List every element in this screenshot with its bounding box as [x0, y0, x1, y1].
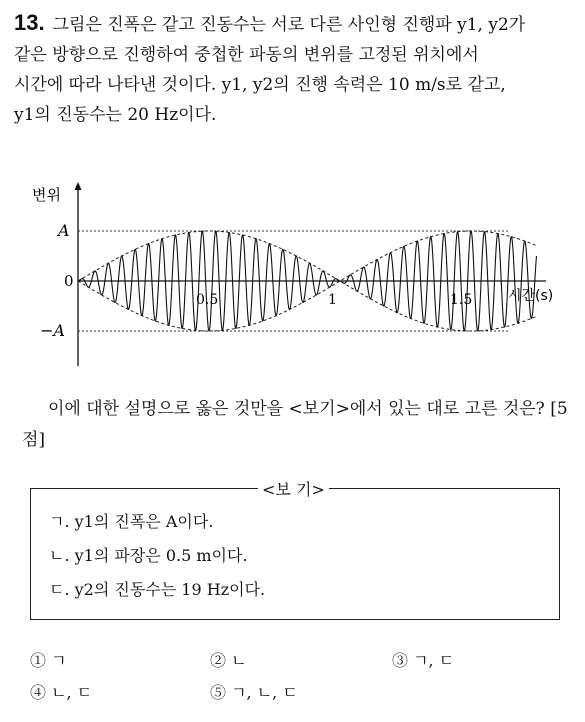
choice-4[interactable]: ④ ㄴ, ㄷ [30, 683, 93, 702]
stem-line-2: 같은 방향으로 진행하여 중첩한 파동의 변위를 고정된 위치에서 [14, 45, 479, 65]
bogi-title: <보 기> [258, 477, 329, 500]
question-stem [14, 8, 576, 130]
y-axis-label: 변위 [32, 186, 61, 204]
y-tick-minus-A: −A [40, 321, 65, 340]
y-tick-zero: 0 [64, 272, 74, 290]
bogi-item-3: ㄷ. y2의 진동수는 19 Hz이다. [49, 580, 266, 599]
stem-line-3: 시간에 따라 나타낸 것이다. y1, y2의 진행 속력은 10 m/s로 같고, [14, 75, 506, 95]
choice-3[interactable]: ③ ㄱ, ㄷ [392, 651, 455, 670]
choice-2[interactable]: ② ㄴ [210, 651, 247, 670]
stem-line-4: y1의 진동수는 20 Hz이다. [14, 105, 217, 125]
x-tick-0-5: 0.5 [196, 292, 219, 308]
stem-line-1: 그림은 진폭은 같고 진동수는 서로 다른 사인형 진행파 y1, y2가 [52, 15, 526, 35]
choice-5[interactable]: ⑤ ㄱ, ㄴ, ㄷ [210, 683, 298, 702]
displacement-time-graph [30, 176, 560, 376]
y-tick-plus-A: A [58, 221, 70, 240]
choice-1[interactable]: ① ㄱ [30, 651, 67, 670]
question-number: 13. [14, 10, 45, 35]
x-axis-label: 시간(s) [508, 288, 554, 304]
question-prompt: 이에 대한 설명으로 옳은 것만을 <보기>에서 있는 대로 고른 것은? [5점] [22, 399, 568, 450]
bogi-item-2: ㄴ. y1의 파장은 0.5 m이다. [49, 546, 248, 565]
question-block [14, 8, 576, 130]
y-axis-arrow [75, 182, 82, 190]
bogi-item-1: ㄱ. y1의 진폭은 A이다. [49, 512, 214, 531]
x-tick-1: 1 [328, 292, 337, 308]
bogi-box [30, 488, 560, 620]
x-tick-1-5: 1.5 [450, 292, 473, 308]
